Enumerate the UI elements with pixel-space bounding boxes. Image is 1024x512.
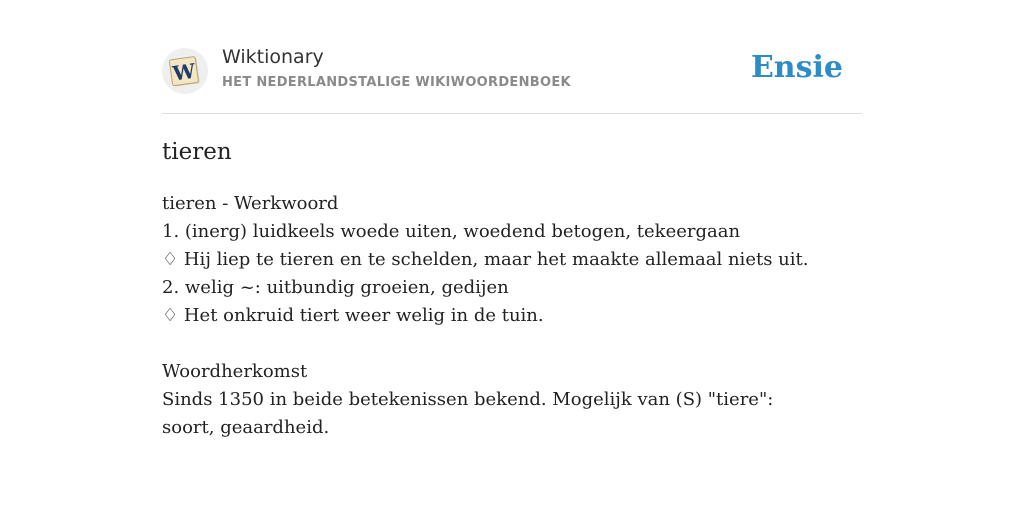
site-subtitle: HET NEDERLANDSTALIGE WIKIWOORDENBOEK bbox=[222, 75, 571, 90]
section-spacer bbox=[162, 330, 802, 358]
etymology-heading: Woordherkomst bbox=[162, 361, 308, 382]
site-name[interactable]: Wiktionary bbox=[222, 46, 324, 68]
example-1: ♢ Hij liep te tieren en te schelden, maar het maakte allemaal niets uit. bbox=[162, 249, 809, 270]
site-header bbox=[162, 46, 862, 113]
entry-heading: tieren - Werkwoord bbox=[162, 193, 339, 214]
example-2: ♢ Het onkruid tiert weer welig in de tuin. bbox=[162, 305, 544, 326]
definition-1: 1. (inerg) luidkeels woede uiten, woedend betogen, tekeergaan bbox=[162, 221, 741, 242]
header-divider bbox=[162, 113, 862, 114]
svg-text:W: W bbox=[171, 58, 197, 86]
wiktionary-logo-icon[interactable] bbox=[162, 48, 208, 94]
etymology-text: Sinds 1350 in beide betekenissen bekend. Mogelijk van (S) "tiere": soort, geaardheid. bbox=[162, 389, 774, 438]
entry-content bbox=[162, 190, 809, 442]
definition-2: 2. welig ~: uitbundig groeien, gedijen bbox=[162, 277, 509, 298]
ensie-brand-logo[interactable]: Ensie bbox=[750, 50, 843, 85]
page-title: tieren bbox=[162, 139, 232, 165]
